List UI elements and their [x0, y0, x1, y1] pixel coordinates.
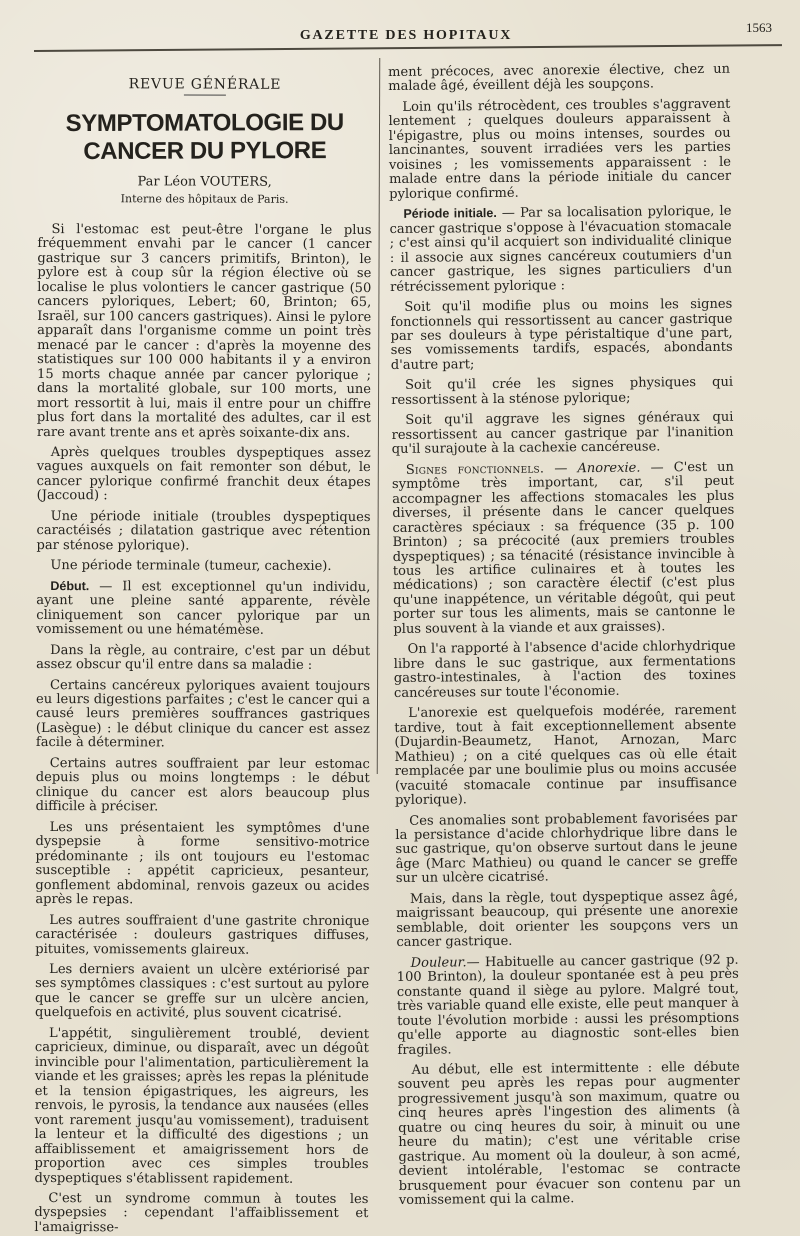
right-paragraph-2: Loin qu'ils rétrocèdent, ces troubles s'aggravent lentement ; quelques douleurs apparaissent à l'épigastre, plus ou moins intenses, sourdes ou lancinantes, souvent irradiées vers les parties voisines ; les vomissements apparaissent : le malade entre dans la période initiale du cancer pylorique confirmé.	[388, 96, 732, 202]
left-paragraph-12: L'appétit, singulièrement troublé, devient capricieux, diminue, ou disparaît, avec un dégoût invincible pour l'alimentation, particulièrement la viande et les graisses; après les repas la plénitude et la tension épigastriques, les aigreurs, les renvois, le pyrosis, la tendance aux nausées (elles vont rarement jusqu'au vomissement), traduisent la lenteur et la difficulté des digestions ; un affaiblissement et amaigrissement hors de proportion avec ces simples troubles dyspeptiques s'établissent rapidement.	[34, 1025, 369, 1187]
left-paragraph-4: Une période terminale (tumeur, cachexie).	[50, 558, 332, 575]
right-paragraph-4: Soit qu'il modifie plus ou moins les signes fonctionnels qui ressortissent au cancer gastrique par ses douleurs à type péristaltique d'une part, ses vomissements tardifs, espacés, abondants d'autre part;	[390, 296, 733, 373]
signes-heading: Signes fonctionnels.	[405, 461, 545, 478]
debut-text: — Il est exceptionnel qu'un individu, ayant une pleine santé apparente, révèle cliniquement son cancer pylorique par un vomissement ou une hématémèse.	[36, 578, 371, 638]
debut-heading: Début.	[50, 578, 90, 593]
left-paragraph-9: Les uns présentaient les symptômes d'une dyspepsie à forme sensitivo-motrice prédominante ; ils ont toujours eu l'estomac susceptible : appétit capricieux, pesanteur, gonflement abdominal, renvois gazeux ou acides après le repas.	[35, 819, 370, 908]
left-paragraph-2: Après quelques troubles dyspeptiques assez vagues auxquels on fait remonter son début, le cancer pylorique confirmé franchit deux étapes (Jaccoud) :	[36, 445, 371, 504]
header-rule	[34, 44, 782, 52]
right-paragraph-11: Mais, dans la règle, tout dyspeptique assez âgé, maigrissant beaucoup, qui présente une anorexie semblable, doit orienter les soupçons vers un cancer gastrique.	[396, 888, 739, 951]
periode-heading: Période initiale.	[403, 206, 497, 222]
article-title: SYMPTOMATOLOGIE DU CANCER DU PYLORE	[65, 108, 344, 165]
periode-text: — Par sa localisation pylorique, le cancer gastrique s'oppose à l'évacuation stomacale ; c'est ainsi qu'il acquiert son individualité clinique : il associe aux signes cancéreux coutumiers d'un cancer gastrique, les signes particuliers d'un rétrécissement pylorique :	[389, 203, 733, 295]
right-paragraph-13: Au début, elle est intermittente : elle débute souvent peu après les repas pour augmenter progressivement jusqu'à son maximum, quatre ou cinq heures après l'ingestion des aliments (à quatre ou cinq heures du soir, à minuit ou une heure du matin); c'est une véritable crise gastrique. Au moment où la douleur, à son acmé, devient intolérable, l'estomac se contracte brusquement pour évacuer son contenu par un vomissement qui la calme.	[397, 1059, 741, 1209]
column-divider	[377, 58, 380, 774]
page-header	[40, 20, 772, 44]
signes-text: — C'est un symptôme très important, car, s'il peut accompagner les affections stomacales les plus diverses, il présente dans le cancer quelques caractères spéciaux : sa fréquence (35 p. 100 Brinton) ; sa précocité (aux premiers troubles dyspeptiques) ; sa ténacité (résistance invincible à tous les artifice culinaires et à toutes les médications) ; son caractère électif (c'est plus qu'une inappétence, un véritable dégoût, qui peut porter sur tous les aliments, mais se cantonne le plus souvent à la viande et aux graisses).	[391, 459, 736, 637]
right-paragraph-10: Ces anomalies sont probablement favorisées par la persistance d'acide chlorhydrique libre dans le suc gastrique, qu'on observe surtout dans le jeune âge (Marc Mathieu) ou quand le cancer se greffe sur un ulcère cicatrisé.	[395, 810, 738, 887]
left-paragraph-10: Les autres souffraient d'une gastrite chronique caractérisée : douleurs gastriques diffuses, pituites, vomissements glaireux.	[35, 912, 370, 958]
douleur-heading: Douleur.	[410, 955, 467, 971]
left-paragraph-5	[36, 580, 370, 639]
anorexie-heading: Anorexie.	[577, 460, 641, 476]
left-paragraph-3: Une période initiale (troubles dyspeptiques caractéisés ; dilatation gastrique avec rétention par sténose pylorique).	[36, 508, 371, 554]
left-paragraph-13: C'est un syndrome commun à toutes les dyspepsies : cependant l'affaiblissement et l'amaigrisse-	[34, 1191, 369, 1236]
section-rule	[184, 94, 226, 95]
left-paragraph-8: Certains autres souffraient par leur estomac depuis plus ou moins longtemps : le début clinique du cancer est alors beaucoup plus difficile à préciser.	[35, 755, 370, 815]
douleur-text: — Habituelle au cancer gastrique (92 p. 100 Brinton), la douleur spontanée est à peu près constante quand il siège au pylore. Malgré tout, très variable quand elle existe, elle peut manquer à toute l'évolution morbide : aussi les présomptions qu'elle apporte au diagnostic sont-elles bien fragiles.	[396, 952, 740, 1058]
left-column	[34, 66, 372, 1236]
left-paragraph-7: Certains cancéreux pyloriques avaient toujours eu leurs digestions parfaites ; c'est le cancer qui a causé leurs premières souffrances gastriques (Lasègue) : le début clinique du cancer est assez facile à déterminer.	[35, 677, 371, 751]
left-paragraph-11: Les derniers avaient un ulcère extériorisé par ses symptômes classiques : c'est surtout au pylore que le cancer se greffe sur un ulcère ancien, quelquefois en activité, plus souvent cicatrisé.	[35, 962, 370, 1022]
running-title: GAZETTE DES HOPITAUX	[299, 28, 513, 43]
right-paragraph-7: Signes fonctionnels. — Anorexie. — C'est un symptôme très important, car, s'il peut accompagner les affections stomacales les plus diverses, il présente dans le cancer quelques caractères spéciaux : sa fréquence (35 p. 100 Brinton) ; sa précocité (aux premiers troubles dyspeptiques) ; sa ténacité (résistance invincible à tous les artifice culinaires et à toutes les médications) ; son caractère électif (c'est plus qu'une inappétence, un véritable dégoût, qui peut porter sur tous les aliments, mais se cantonne le plus souvent à la viande et aux graisses).	[391, 459, 736, 637]
right-paragraph-5: Soit qu'il crée les signes physiques qui ressortissent à la sténose pylorique;	[391, 375, 734, 408]
page-number: 1563	[746, 20, 772, 35]
right-column	[387, 61, 741, 1209]
right-paragraph-8: On l'a rapporté à l'absence d'acide chlorhydrique libre dans le suc gastrique, aux fermentations gastro-intestinales, à l'action des toxines cancéreuses sur toute l'économie.	[393, 639, 736, 701]
left-paragraph-6: Dans la règle, au contraire, c'est par un début assez obscur qu'il entre dans sa maladie :	[36, 642, 371, 673]
right-paragraph-3	[389, 205, 732, 295]
right-paragraph-1: ment précoces, avec anorexie élective, chez un malade âgé, éveillent déjà les soupçons.	[387, 61, 731, 95]
right-paragraph-12	[397, 953, 740, 1058]
section-title: REVUE GÉNÉRALE	[128, 76, 282, 93]
author-affiliation: Interne des hôpitaux de Paris.	[120, 192, 289, 206]
left-paragraph-1: Si l'estomac est peut-être l'organe le plus fréquemment envahi par le cancer (1 cancer gastrique sur 3 cancers primitifs, Brinton), le pylore est à coup sûr la région élective où se localise le plus volontiers le cancer gastrique (50 cancers pyloriques, Lebert; 60, Brinton; 65, Israël, sur 100 cancers gastriques). Ainsi le pylore apparaît dans l'organisme comme un point très menacé par le cancer : d'après la moyenne des statistiques sur 100 000 habitants il y a environ 15 morts chaque année par cancer pylorique ; dans la mortalité globale, sur 100 morts, une mort ressortit à lui, mais il entre pour un chiffre plus fort dans la mortalité des adultes, car il est rare avant trente ans et après soixante-dix ans.	[36, 221, 372, 441]
right-paragraph-6: Soit qu'il aggrave les signes généraux qui ressortissent au cancer gastrique par l'inanition qu'il surajoute à la cachexie cancéreuse.	[391, 410, 734, 458]
author-byline: Par Léon VOUTERS,	[137, 174, 272, 190]
right-paragraph-9: L'anorexie est quelquefois modérée, rarement tardive, tout à fait exceptionnellement absente (Dujardin-Beaumetz, Hanot, Arnozan, Marc Mathieu) ; on a cité quelques cas où elle était remplacée par une boulimie plus ou moins accusée (vacuité stomacale continue par insuffisance pylorique).	[394, 702, 737, 808]
